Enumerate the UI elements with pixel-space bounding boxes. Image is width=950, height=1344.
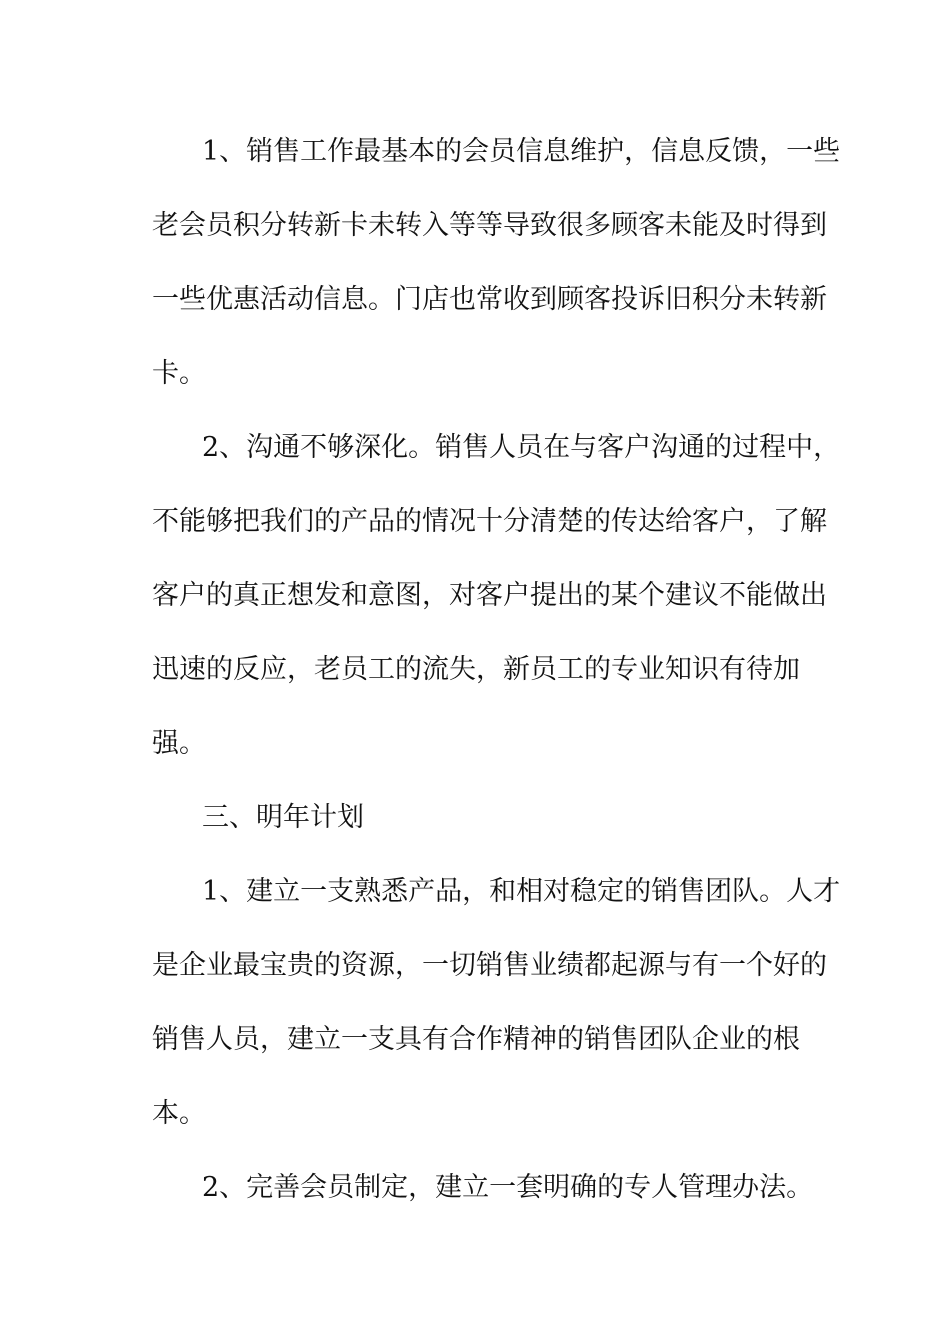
paragraph-line: 老会员积分转新卡未转入等等导致很多顾客未能及时得到 [152,210,827,241]
paragraph-line: 2、完善会员制定，建立一套明确的专人管理办法。 [202,1172,814,1203]
paragraph-line: 2、沟通不够深化。销售人员在与客户沟通的过程中， [202,432,841,463]
paragraph-line: 1、销售工作最基本的会员信息维护，信息反馈，一些 [202,136,841,167]
paragraph-line: 迅速的反应，老员工的流失，新员工的专业知识有待加 [152,654,800,685]
paragraph-line: 本。 [152,1098,206,1129]
paragraph-line: 是企业最宝贵的资源，一切销售业绩都起源与有一个好的 [152,950,827,981]
paragraph-line: 强。 [152,728,206,759]
paragraph-line: 一些优惠活动信息。门店也常收到顾客投诉旧积分未转新 [152,284,827,315]
paragraph-line: 客户的真正想发和意图，对客户提出的某个建议不能做出 [152,580,827,611]
section-heading: 三、明年计划 [202,802,364,833]
paragraph-line: 1、建立一支熟悉产品，和相对稳定的销售团队。人才 [202,876,841,907]
paragraph-line: 销售人员，建立一支具有合作精神的销售团队企业的根 [152,1024,800,1055]
paragraph-line: 不能够把我们的产品的情况十分清楚的传达给客户，了解 [152,506,827,537]
paragraph-line: 卡。 [152,358,206,389]
